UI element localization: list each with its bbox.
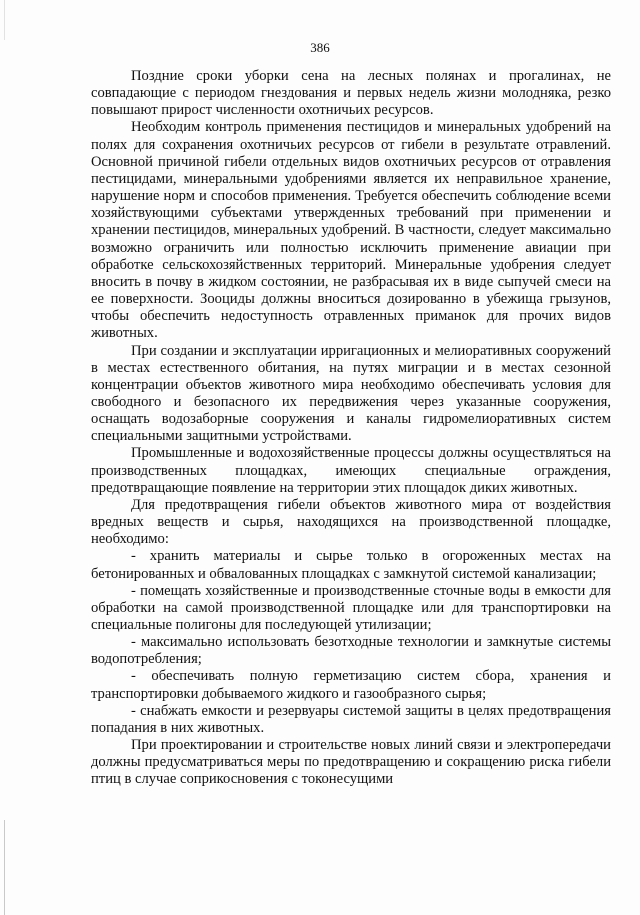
list-item: - максимально использовать безотходные технологии и замкнутые системы водопотребления;	[91, 634, 611, 668]
paragraph-harmful-substances: Для предотвращения гибели объектов животного мира от воздействия вредных веществ и сырья, находящихся на производственной площадке, необходимо:	[91, 496, 611, 548]
paragraph-power-lines: При проектировании и строительстве новых линий связи и электропередачи должны предусматриваться меры по предотвращению и сокращению риска гибели птиц в случае соприкосновения с токонесущими	[91, 737, 611, 788]
list-item: - помещать хозяйственные и производственные сточные воды в емкости для обработки на самой производственной площадке или для транспортировки на специальные полигоны для последующей утилизации;	[91, 582, 611, 633]
list-item: - снабжать емкости и резервуары системой защиты в целях предотвращения попадания в них животных.	[91, 702, 611, 736]
paragraph-industrial-processes: Промышленные и водохозяйственные процессы должны осуществляться на производственных площадках, имеющих специальные ограждения, предотвращающие появление на территории этих площадок диких животных.	[91, 445, 611, 496]
scan-edge-mark	[4, 820, 5, 915]
paragraph-pesticide-control: Необходим контроль применения пестицидов и минеральных удобрений на полях для сохранения охотничьих ресурсов от гибели в результате отравлений. Основной причиной гибели отдельных видов охотничьих ресурсов от отравления пестицидами, минеральными удобрениями является их неправильное хранение, нарушение норм и способов применения. Требуется обеспечить соблюдение всеми хозяйствующими субъектами утвержденных требований при применении и хранении пестицидов, минеральных удобрений. В частности, следует максимально возможно ограничить или полностью исключить применение авиации при обработке сельскохозяйственных территорий. Минеральные удобрения следует вносить в почву в жидком состоянии, не разбрасывая их в виде сыпучей смеси на ее поверхности. Зооциды должны вноситься дозированно в убежища грызунов, чтобы обеспечить недоступность отравленных приманок для прочих видов животных.	[91, 119, 611, 342]
scan-edge-mark	[4, 0, 5, 40]
list-item: - обеспечивать полную герметизацию систем сбора, хранения и транспортировки добываемого жидкого и газообразного сырья;	[91, 668, 611, 702]
paragraph-hay-harvest: Поздние сроки уборки сена на лесных полянах и прогалинах, не совпадающие с периодом гнездования и первых недель жизни молодняка, резко повышают прирост численности охотничьих ресурсов.	[91, 68, 611, 119]
page-number: 386	[310, 40, 330, 55]
paragraph-irrigation: При создании и эксплуатации ирригационных и мелиоративных сооружений в местах естественного обитания, на путях миграции и в местах сезонной концентрации объектов животного мира необходимо обеспечивать условия для свободного и безопасного их передвижения через указанные сооружения, оснащать водозаборные сооружения и каналы гидромелиоративных систем специальными защитными устройствами.	[91, 342, 611, 445]
document-body	[91, 68, 611, 789]
list-item: - хранить материалы и сырье только в огороженных местах на бетонированных и обвалованных площадках с замкнутой системой канализации;	[91, 548, 611, 582]
